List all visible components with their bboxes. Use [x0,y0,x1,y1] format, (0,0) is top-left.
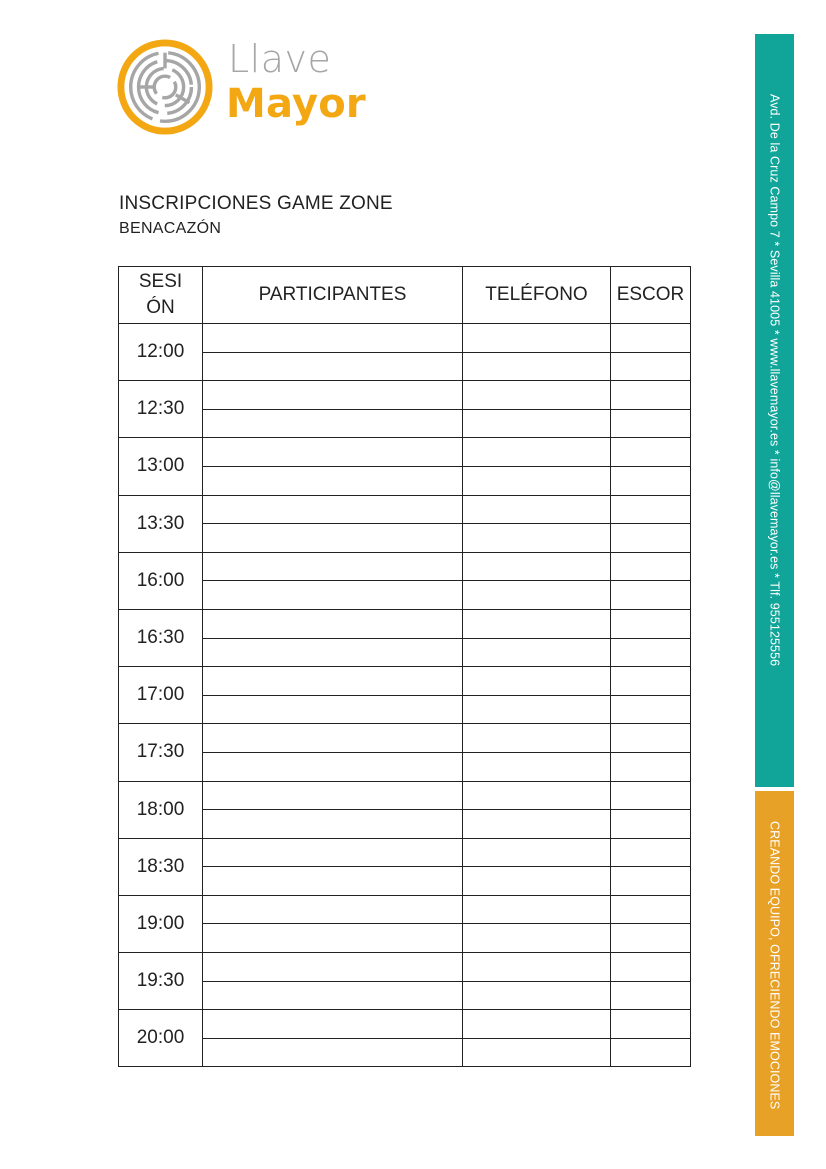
session-row [119,981,691,1010]
phone-cell[interactable] [463,810,611,839]
score-cell[interactable] [611,752,691,781]
score-cell[interactable] [611,724,691,753]
session-time: 17:00 [119,667,203,724]
slogan: CREANDO EQUIPO, OFRECIENDO EMOCIONES [767,821,782,1110]
participant-cell[interactable] [203,981,463,1010]
score-cell[interactable] [611,1038,691,1067]
score-cell[interactable] [611,381,691,410]
session-row [119,438,691,467]
score-cell[interactable] [611,953,691,982]
participant-cell[interactable] [203,953,463,982]
score-cell[interactable] [611,810,691,839]
participant-cell[interactable] [203,581,463,610]
participant-cell[interactable] [203,695,463,724]
header-score: ESCOR [611,267,691,324]
phone-cell[interactable] [463,981,611,1010]
page-title: INSCRIPCIONES GAME ZONE [119,193,393,214]
phone-cell[interactable] [463,953,611,982]
session-row [119,1038,691,1067]
session-row [119,638,691,667]
phone-cell[interactable] [463,352,611,381]
session-row [119,953,691,982]
participant-cell[interactable] [203,438,463,467]
phone-cell[interactable] [463,438,611,467]
phone-cell[interactable] [463,552,611,581]
phone-cell[interactable] [463,609,611,638]
phone-cell[interactable] [463,752,611,781]
session-row [119,667,691,696]
session-row [119,752,691,781]
score-cell[interactable] [611,581,691,610]
header-phone: TELÉFONO [463,267,611,324]
session-row [119,781,691,810]
session-row [119,724,691,753]
labyrinth-logo-icon [116,38,214,136]
participant-cell[interactable] [203,924,463,953]
contact-band [755,34,794,787]
session-row [119,466,691,495]
phone-cell[interactable] [463,924,611,953]
phone-cell[interactable] [463,638,611,667]
phone-cell[interactable] [463,895,611,924]
contact-info: Avd. De la Cruz Campo 7 * Sevilla 41005 * www.llavemayor.es * info@llavemayor.es * Tlf. 955125556 [767,94,782,667]
phone-cell[interactable] [463,781,611,810]
session-time: 18:00 [119,781,203,838]
session-time: 12:00 [119,324,203,381]
phone-cell[interactable] [463,324,611,353]
header-session [119,267,203,324]
score-cell[interactable] [611,438,691,467]
participant-cell[interactable] [203,495,463,524]
participant-cell[interactable] [203,895,463,924]
participant-cell[interactable] [203,752,463,781]
score-cell[interactable] [611,1010,691,1039]
session-row [119,381,691,410]
score-cell[interactable] [611,324,691,353]
score-cell[interactable] [611,667,691,696]
header-row [119,267,691,324]
session-row [119,552,691,581]
session-time: 19:00 [119,895,203,952]
participant-cell[interactable] [203,324,463,353]
session-time: 17:30 [119,724,203,781]
session-row [119,895,691,924]
session-row [119,1010,691,1039]
score-cell[interactable] [611,466,691,495]
score-cell[interactable] [611,695,691,724]
participant-cell[interactable] [203,466,463,495]
session-row [119,352,691,381]
participant-cell[interactable] [203,1038,463,1067]
header-participants: PARTICIPANTES [203,267,463,324]
phone-cell[interactable] [463,695,611,724]
score-cell[interactable] [611,524,691,553]
score-cell[interactable] [611,552,691,581]
phone-cell[interactable] [463,581,611,610]
phone-cell[interactable] [463,838,611,867]
score-cell[interactable] [611,924,691,953]
session-row [119,581,691,610]
session-row [119,495,691,524]
logo-word-mayor: Mayor [226,81,366,127]
phone-cell[interactable] [463,1010,611,1039]
session-time: 18:30 [119,838,203,895]
participant-cell[interactable] [203,867,463,896]
phone-cell[interactable] [463,1038,611,1067]
participant-cell[interactable] [203,1010,463,1039]
phone-cell[interactable] [463,667,611,696]
score-cell[interactable] [611,895,691,924]
slogan-band [755,791,794,1136]
session-time: 16:30 [119,609,203,666]
session-time: 20:00 [119,1010,203,1067]
session-rows [119,324,691,1067]
score-cell[interactable] [611,981,691,1010]
phone-cell[interactable] [463,495,611,524]
participant-cell[interactable] [203,409,463,438]
session-row [119,609,691,638]
participant-cell[interactable] [203,667,463,696]
participant-cell[interactable] [203,352,463,381]
score-cell[interactable] [611,352,691,381]
session-time: 13:30 [119,495,203,552]
participant-cell[interactable] [203,638,463,667]
phone-cell[interactable] [463,466,611,495]
score-cell[interactable] [611,867,691,896]
phone-cell[interactable] [463,409,611,438]
participant-cell[interactable] [203,810,463,839]
score-cell[interactable] [611,609,691,638]
session-time: 13:00 [119,438,203,495]
session-row [119,810,691,839]
session-row [119,867,691,896]
phone-cell[interactable] [463,381,611,410]
participant-cell[interactable] [203,838,463,867]
session-row [119,924,691,953]
phone-cell[interactable] [463,867,611,896]
participant-cell[interactable] [203,552,463,581]
session-row [119,524,691,553]
participant-cell[interactable] [203,381,463,410]
registration-table [118,266,691,1067]
phone-cell[interactable] [463,724,611,753]
header-session-label: SESIÓN [138,271,183,318]
logo [116,38,386,138]
score-cell[interactable] [611,409,691,438]
participant-cell[interactable] [203,524,463,553]
location-subtitle: BENACAZÓN [119,220,222,237]
session-row [119,409,691,438]
participant-cell[interactable] [203,609,463,638]
score-cell[interactable] [611,781,691,810]
score-cell[interactable] [611,638,691,667]
session-row [119,324,691,353]
logo-word-llave: Llave [228,37,332,81]
participant-cell[interactable] [203,724,463,753]
session-time: 12:30 [119,381,203,438]
session-row [119,838,691,867]
phone-cell[interactable] [463,524,611,553]
session-time: 16:00 [119,552,203,609]
participant-cell[interactable] [203,781,463,810]
session-time: 19:30 [119,953,203,1010]
score-cell[interactable] [611,495,691,524]
session-row [119,695,691,724]
score-cell[interactable] [611,838,691,867]
